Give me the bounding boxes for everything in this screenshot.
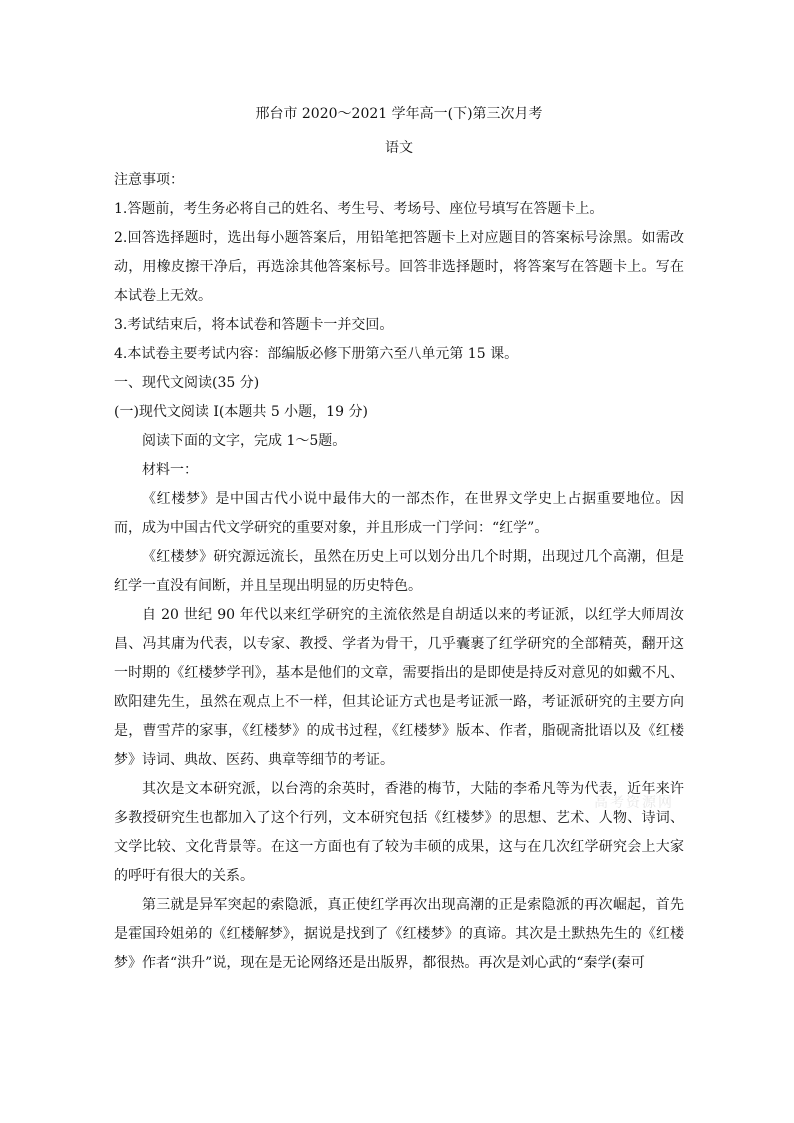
exam-page [114, 100, 684, 978]
exam-title: 邢台市 2020～2021 学年高一(下)第三次月考 [255, 106, 543, 122]
reading-instruction: 阅读下面的文字，完成 1～5题。 [142, 433, 347, 449]
notice-item-1: 1.答题前，考生务必将自己的姓名、考生号、考场号、座位号填写在答题卡上。 [114, 201, 604, 217]
material-paragraph-4: 其次是文本研究派，以台湾的余英时，香港的梅节，大陆的李希凡等为代表，近年来许多教授研究生也都加入了这个行列，文本研究包括《红楼梦》的思想、艺术、人物、诗词、文学比较、文化背景等。在这一方面也有了较为丰硕的成果，这与在几次红学研究会上大家的呼吁有很大的关系。 [114, 781, 684, 884]
notice-item-3: 3.考试结束后，将本试卷和答题卡一并交回。 [114, 317, 394, 333]
material-paragraph-1: 《红楼梦》是中国古代小说中最伟大的一部杰作，在世界文学史上占据重要地位。因而，成为中国古代文学研究的重要对象，并且形成一门学问：“红学”。 [114, 491, 684, 536]
notice-heading: 注意事项： [114, 172, 184, 188]
watermark: 高考资源网 [594, 795, 674, 811]
section-heading: 一、现代文阅读(35 分) [114, 375, 260, 391]
material-paragraph-3: 自 20 世纪 90 年代以来红学研究的主流依然是自胡适以来的考证派，以红学大师周汝昌、冯其庸为代表，以专家、教授、学者为骨干，几乎囊裹了红学研究的全部精英，翻开这一时期的《红楼梦学刊》，基本是他们的文章，需要指出的是即使是持反对意见的如戴不凡、欧阳建先生，虽然在观点上不一样，但其论证方式也是考证派一路，考证派研究的主要方向是，曹雪芹的家事，《红楼梦》的成书过程，《红楼梦》版本、作者，脂砚斋批语以及《红楼梦》诗词、典故、医药、典章等细节的考证。 [114, 607, 684, 768]
material-label: 材料一： [142, 462, 198, 478]
subject-title: 语文 [385, 140, 413, 156]
material-paragraph-5: 第三就是异军突起的索隐派，真正使红学再次出现高潮的正是索隐派的再次崛起，首先是霍国玲姐弟的《红楼解梦》，据说是找到了《红楼梦》的真谛。其次是土默热先生的《红楼梦》作者“洪升”说，现在是无论网络还是出版界，都很热。再次是刘心武的“秦学(秦可 [114, 897, 684, 971]
section-subheading: (一)现代文阅读 I(本题共 5 小题，19 分) [114, 404, 368, 420]
notice-item-4: 4.本试卷主要考试内容：部编版必修下册第六至八单元第 15 课。 [114, 346, 519, 362]
notice-item-2: 2.回答选择题时，选出每小题答案后，用铅笔把答题卡上对应题目的答案标号涂黑。如需改动，用橡皮擦干净后，再选涂其他答案标号。回答非选择题时，将答案写在答题卡上。写在本试卷上无效。 [114, 230, 684, 304]
material-paragraph-2: 《红楼梦》研究源远流长，虽然在历史上可以划分出几个时期，出现过几个高潮，但是红学一直没有间断，并且呈现出明显的历史特色。 [114, 549, 684, 594]
